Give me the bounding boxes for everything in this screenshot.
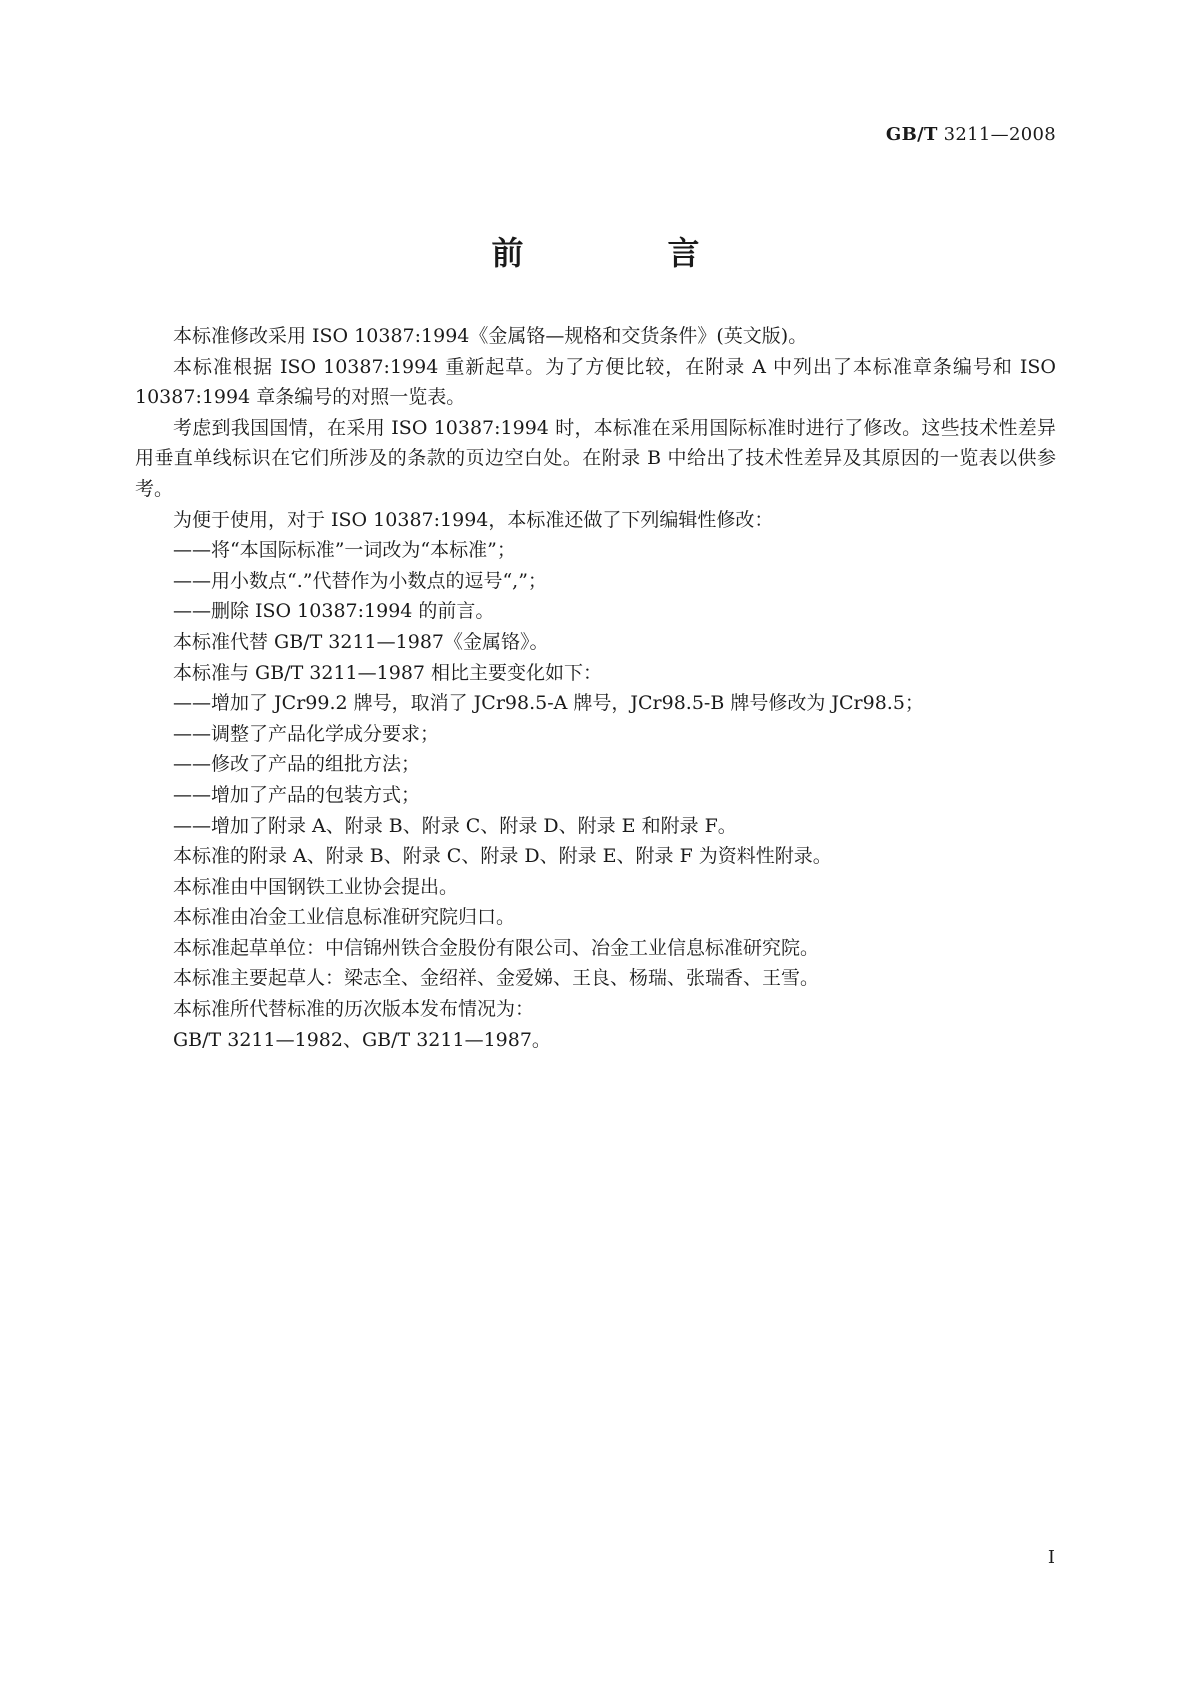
list-item: ——增加了附录 A、附录 B、附录 C、附录 D、附录 E 和附录 F。: [173, 814, 737, 837]
paragraph: 本标准的附录 A、附录 B、附录 C、附录 D、附录 E、附录 F 为资料性附录。: [173, 845, 832, 868]
paragraph: 本标准主要起草人：梁志全、金绍祥、金爱娣、王良、杨瑞、张瑞香、王雪。: [173, 967, 820, 990]
list-item: ——将“本国际标准”一词改为“本标准”；: [173, 539, 516, 562]
paragraph: 为便于使用，对于 ISO 10387:1994，本标准还做了下列编辑性修改：: [173, 508, 774, 531]
paragraph: 考虑到我国国情，在采用 ISO 10387:1994 时，本标准在采用国际标准时进行了修改。这些技术性差异用垂直单线标识在它们所涉及的条款的页边空白处。在附录 B 中给出了技术性差异及其原因的一览表以供参考。: [135, 416, 1056, 500]
standard-year: 3211—2008: [937, 124, 1056, 145]
paragraph: 本标准起草单位：中信锦州铁合金股份有限公司、冶金工业信息标准研究院。: [173, 936, 820, 959]
paragraph: GB/T 3211—1982、GB/T 3211—1987。: [173, 1028, 551, 1051]
list-item: ——修改了产品的组批方法；: [173, 753, 421, 776]
paragraph: 本标准由冶金工业信息标准研究院归口。: [173, 906, 516, 929]
paragraph: 本标准代替 GB/T 3211—1987《金属铬》。: [173, 630, 549, 653]
standard-code: GB/T: [885, 124, 938, 145]
page-title: 前 言: [491, 234, 756, 272]
list-item: ——增加了产品的包装方式；: [173, 783, 421, 806]
paragraph: 本标准根据 ISO 10387:1994 重新起草。为了方便比较，在附录 A 中列出了本标准章条编号和 ISO 10387:1994 章条编号的对照一览表。: [135, 355, 1056, 409]
standard-number: [886, 124, 1056, 145]
paragraph: 本标准由中国钢铁工业协会提出。: [173, 875, 459, 898]
paragraph: 本标准所代替标准的历次版本发布情况为：: [173, 998, 535, 1021]
paragraph: 本标准与 GB/T 3211—1987 相比主要变化如下：: [173, 661, 603, 684]
list-item: ——调整了产品化学成分要求；: [173, 722, 440, 745]
foreword-body: [135, 321, 1056, 1055]
list-item: ——删除 ISO 10387:1994 的前言。: [173, 600, 495, 623]
list-item: ——用小数点“.”代替作为小数点的逗号“,”；: [173, 569, 547, 592]
page-number: I: [1047, 1547, 1055, 1568]
list-item: ——增加了 JCr99.2 牌号，取消了 JCr98.5-A 牌号，JCr98.5-B 牌号修改为 JCr98.5；: [173, 692, 924, 715]
paragraph: 本标准修改采用 ISO 10387:1994《金属铬—规格和交货条件》(英文版)。: [173, 325, 808, 347]
